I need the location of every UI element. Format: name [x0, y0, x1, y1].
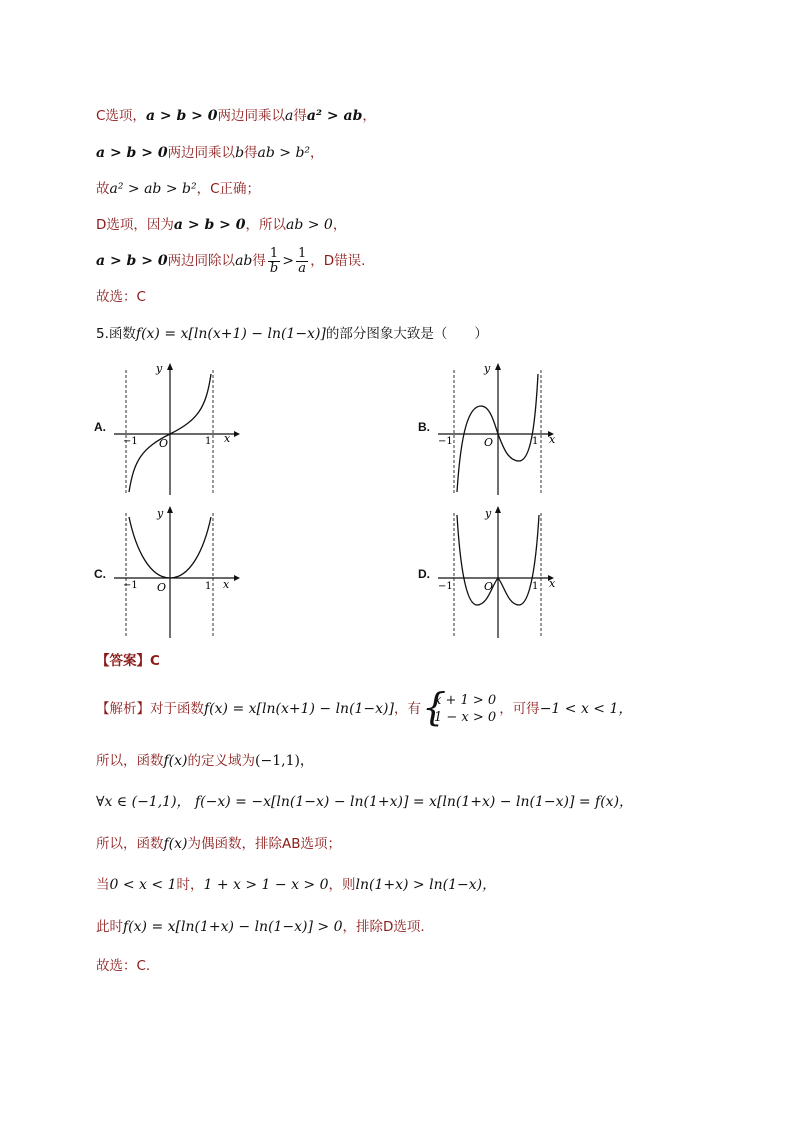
origin-label: O: [157, 581, 167, 594]
math-even-proof: ∀x ∈ (−1,1)， f(−x) = −x[ln(1−x) − ln(1+x)] = x[ln(1+x) − ln(1−x)] = f(x)，: [96, 794, 634, 810]
math-ineq: ab > 0: [285, 217, 333, 233]
analysis-line-7: [96, 956, 150, 976]
math-ineq: 1 + x > 1 − x > 0: [203, 877, 329, 893]
analysis-line-4: [96, 834, 341, 854]
option-c-label: C.: [94, 567, 106, 581]
answer-label: 【答案】C: [96, 653, 160, 669]
text: 故选：C: [96, 289, 146, 305]
y-label: y: [485, 507, 492, 520]
graph-option-a: [112, 360, 242, 495]
text: 当: [96, 877, 110, 893]
denominator: b: [269, 260, 279, 276]
text: ，所以: [245, 217, 286, 233]
numerator: 1: [268, 247, 280, 262]
math-ineq: a > b > 0: [145, 108, 218, 124]
math-ineq: a > b > 0: [173, 217, 246, 233]
text: 的部分图象大致是（ ）: [325, 326, 488, 342]
tick-neg1: −1: [123, 580, 138, 591]
numerator: 1: [297, 245, 307, 261]
math-var: ab: [235, 253, 253, 269]
option-b-label: B.: [418, 420, 430, 434]
text: ，: [362, 108, 376, 124]
text: 两边同除以: [167, 253, 236, 269]
text: 所以，函数: [96, 753, 164, 769]
analysis-line-5: [96, 875, 496, 895]
tick-neg1: −1: [438, 581, 453, 592]
tick-neg1: −1: [438, 436, 453, 447]
fraction-1-over-a: [296, 247, 308, 276]
text: ，D错误.: [310, 253, 366, 269]
analysis-line-3: [96, 792, 633, 812]
x-label: x: [224, 432, 231, 445]
math-chain: a² > ab > b²: [109, 181, 197, 197]
text: 故选：C.: [96, 958, 151, 974]
system-row-2: 1 − x > 0: [433, 710, 497, 725]
line-d-option-1: [96, 215, 346, 235]
text: ，C正确；: [196, 181, 261, 197]
text: ，可得: [499, 701, 540, 717]
line-c-conclusion: [96, 179, 260, 199]
graph-option-d: [436, 505, 566, 640]
math-ln-ineq: ln(1+x) > ln(1−x)，: [355, 877, 497, 893]
tick-neg1: −1: [123, 436, 138, 447]
math-range: −1 < x < 1，: [539, 701, 633, 717]
tick-pos1: 1: [205, 581, 212, 592]
text: 得: [244, 145, 258, 161]
question-5: [96, 324, 488, 344]
line-d-option-2: [96, 246, 365, 276]
option-d-label: D.: [418, 567, 430, 581]
text: 两边同乘以: [217, 108, 285, 124]
math-var: a: [285, 108, 294, 124]
text: 时，: [176, 877, 204, 893]
origin-label: O: [484, 436, 494, 449]
text: ，排除D选项.: [342, 919, 425, 935]
y-arrow-icon: [167, 363, 173, 370]
tick-pos1: 1: [205, 436, 212, 447]
math-interval: 0 < x < 1: [109, 877, 177, 893]
math-ineq: a > b > 0: [96, 145, 168, 161]
x-label: x: [223, 578, 230, 591]
x-arrow-icon: [234, 575, 240, 581]
text: 【解析】对于函数: [96, 701, 204, 717]
tick-pos1: 1: [532, 436, 539, 447]
option-a-label: A.: [94, 420, 106, 434]
gt-sign: >: [282, 253, 294, 269]
text: 两边同乘以: [167, 145, 236, 161]
math-var: b: [235, 145, 245, 161]
fraction-1-over-b: [268, 247, 280, 276]
text: 得: [252, 253, 266, 269]
inequality-system: [421, 685, 497, 729]
text: 的定义域为: [187, 753, 256, 769]
text: D选项，因为: [96, 217, 174, 233]
analysis-line-2: [96, 751, 314, 771]
math-ineq: a > b > 0: [96, 253, 168, 269]
math-fx: f(x): [163, 836, 188, 852]
answer-line: [96, 651, 160, 671]
x-label: x: [549, 433, 556, 446]
graph-option-b: [436, 360, 566, 495]
line-c-option-2: [96, 143, 324, 163]
origin-label: O: [159, 437, 169, 450]
text: 此时: [96, 919, 123, 935]
y-arrow-icon: [495, 363, 501, 370]
text: 故: [96, 181, 110, 197]
math-positive: f(x) = x[ln(1+x) − ln(1−x)] > 0: [123, 919, 343, 935]
denominator: a: [298, 260, 306, 276]
y-arrow-icon: [495, 506, 501, 513]
brace-icon: {: [421, 685, 447, 729]
text: 为偶函数，排除AB选项；: [187, 836, 342, 852]
text: C选项，: [96, 108, 146, 124]
y-label: y: [156, 362, 163, 375]
text: ，则: [328, 877, 356, 893]
function-def: f(x) = x[ln(x+1) − ln(1−x)]: [135, 326, 326, 342]
math-ineq: ab > b²: [257, 145, 311, 161]
line-choice: [96, 287, 146, 307]
function-def: f(x) = x[ln(x+1) − ln(1−x)]: [204, 701, 394, 717]
line-c-option-1: [96, 106, 376, 126]
tick-pos1: 1: [532, 581, 539, 592]
graph-option-c: [112, 505, 242, 640]
math-fx: f(x): [163, 753, 188, 769]
analysis-line-1: [96, 685, 633, 729]
question-number: 5.函数: [96, 326, 136, 342]
analysis-line-6: [96, 917, 425, 937]
y-label: y: [157, 507, 164, 520]
math-ineq: a² > ab: [306, 108, 363, 124]
x-label: x: [549, 577, 556, 590]
y-label: y: [484, 362, 491, 375]
text: ，: [332, 217, 347, 233]
text: 所以，函数: [96, 836, 164, 852]
text: ，有: [393, 701, 421, 717]
y-arrow-icon: [167, 506, 173, 513]
x-arrow-icon: [234, 431, 240, 437]
text: 得: [293, 108, 307, 124]
system-row-1: x + 1 > 0: [433, 693, 497, 708]
text: ，: [310, 145, 324, 161]
math-domain: (−1,1)，: [255, 753, 314, 769]
origin-label: O: [484, 580, 494, 593]
